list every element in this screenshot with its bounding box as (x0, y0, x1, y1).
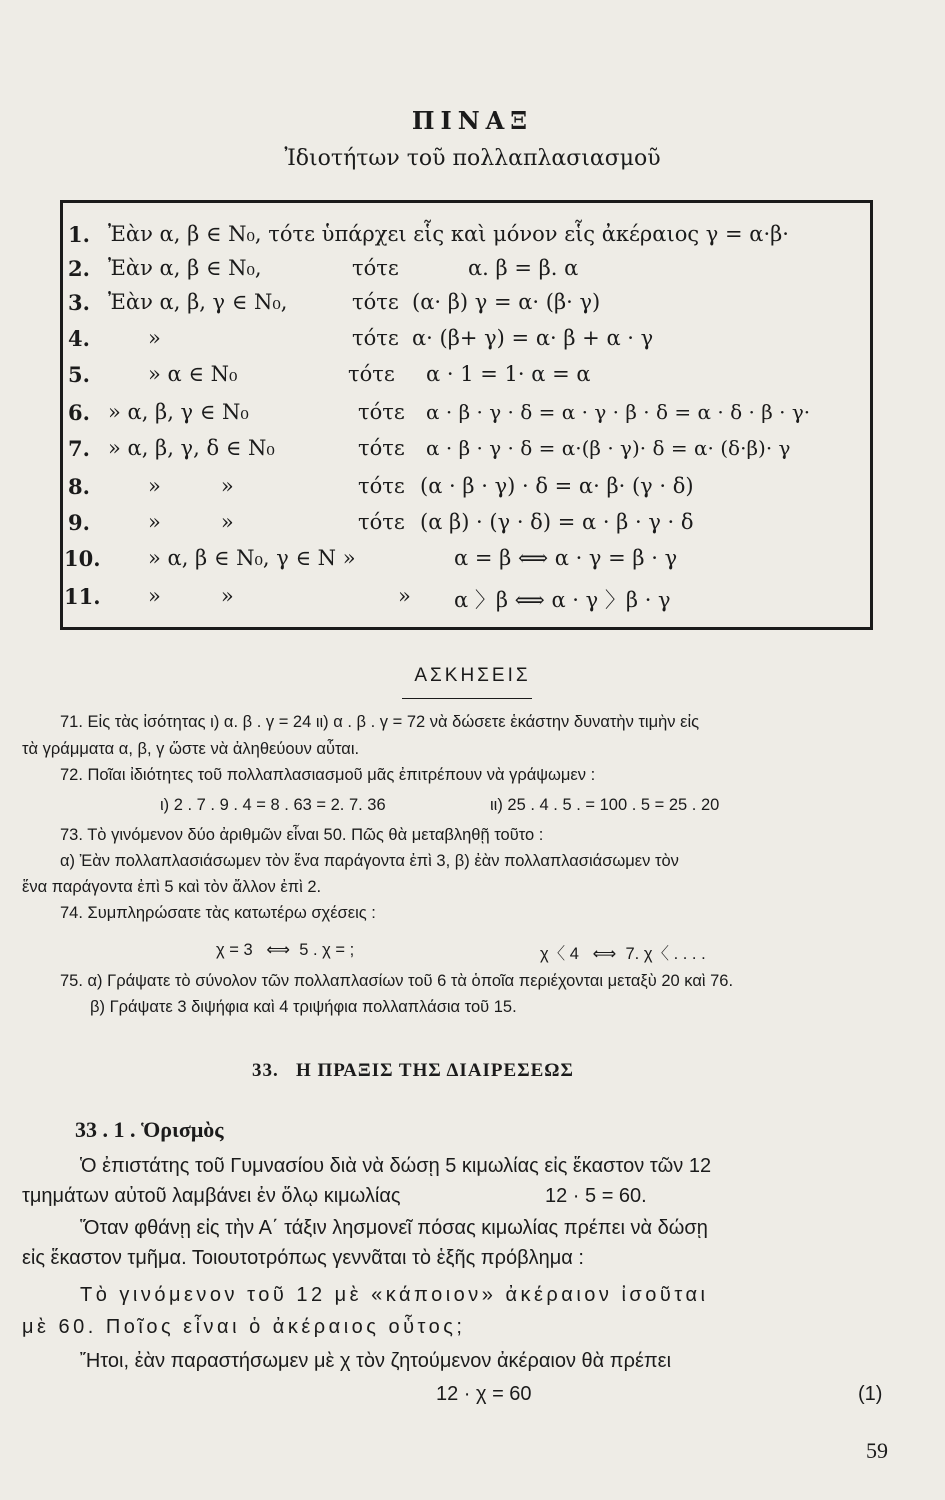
row-condition: » (148, 326, 161, 350)
exercise-72-ii: ιι) 25 . 4 . 5 . = 100 . 5 = 25 . 20 (490, 796, 720, 814)
paragraph-3: Τὸ γινόμενον τοῦ 12 μὲ «κάποιον» ἀκέραιον ἰσοῦται (80, 1284, 709, 1306)
heading-rule (402, 698, 532, 699)
exercise-74: 74. Συμπληρώσατε τὰς κατωτέρω σχέσεις : (60, 904, 376, 922)
exercise-75: 75. α) Γράψατε τὸ σύνολον τῶν πολλαπλασίων τοῦ 6 τὰ ὁποῖα περιέχονται μεταξὺ 20 καὶ 76. (60, 972, 734, 990)
row-number: 4. (68, 326, 90, 351)
exercise-71-cont: τὰ γράμματα α, β, γ ὥστε νὰ ἀληθεύουν αὗται. (22, 740, 360, 758)
row-number: 5. (68, 362, 90, 387)
row-number: 6. (68, 400, 90, 425)
page-number: 59 (866, 1438, 888, 1463)
paragraph-1-equation: 12 · 5 = 60. (545, 1185, 647, 1207)
row-expression: α · 1 = 1· α = α (426, 362, 591, 386)
row-then: τότε (348, 362, 395, 386)
row-expression: (α β) · (γ · δ) = α · β · γ · δ (420, 510, 694, 534)
row-condition: » » (148, 510, 234, 534)
row-expression: α = β ⟺ α · γ = β · γ (454, 546, 678, 570)
row-condition: Ἐὰν α, β ∈ N₀, τότε ὑπάρχει εἷς καὶ μόνον εἷς ἀκέραιος γ = α·β· (108, 222, 789, 246)
row-then: τότε (352, 326, 399, 350)
row-expression: (α· β) γ = α· (β· γ) (412, 290, 601, 314)
row-condition: » » (148, 584, 234, 608)
table-title: ΠΙΝΑΞ (411, 106, 534, 135)
row-expression: (α · β · γ) · δ = α· β· (γ · δ) (420, 474, 694, 498)
row-number: 7. (68, 436, 90, 461)
row-number: 1. (68, 222, 90, 247)
row-expression: α · β · γ · δ = α·(β · γ)· δ = α· (δ·β)· γ (426, 436, 791, 460)
paragraph-2-cont: εἰς ἕκαστον τμῆμα. Τοιουτοτρόπως γεννᾶται τὸ ἑξῆς πρόβλημα : (22, 1247, 584, 1269)
exercise-73-cont: ἕνα παράγοντα ἐπὶ 5 καὶ τὸν ἄλλον ἐπὶ 2. (22, 878, 322, 896)
row-expression: α · β · γ · δ = α · γ · β · δ = α · δ · β · γ· (426, 400, 811, 424)
row-number: 10. (64, 546, 101, 571)
row-number: 2. (68, 256, 90, 281)
row-condition: » α, β, γ ∈ N₀ (108, 400, 249, 424)
section-title: 33. Η ΠΡΑΞΙΣ ΤΗΣ ΔΙΑΙΡΕΣΕΩΣ (252, 1060, 574, 1081)
row-then: τότε (352, 290, 399, 314)
row-condition: » α ∈ N₀ (148, 362, 238, 386)
row-expression: α 〉β ⟺ α · γ 〉β · γ (454, 588, 671, 612)
row-expression: α· (β+ γ) = α· β + α · γ (412, 326, 654, 350)
exercise-74-a: χ = 3 ⟺ 5 . χ = ; (216, 941, 355, 959)
row-then: » (398, 584, 411, 608)
row-condition: Ἐὰν α, β ∈ N₀, (108, 256, 262, 280)
row-then: τότε (352, 256, 399, 280)
exercise-72: 72. Ποῖαι ἰδιότητες τοῦ πολλαπλασιασμοῦ μᾶς ἐπιτρέπουν νὰ γράψωμεν : (60, 766, 596, 784)
exercises-heading: ΑΣΚΗΣΕΙΣ (414, 665, 531, 686)
exercise-71: 71. Εἰς τὰς ἰσότητας ι) α. β . γ = 24 ιι) α . β . γ = 72 νὰ δώσετε ἑκάστην δυνατὴν τιμὴν εἰς (60, 713, 700, 731)
row-condition: Ἐὰν α, β, γ ∈ N₀, (108, 290, 288, 314)
row-number: 8. (68, 474, 90, 499)
row-then: τότε (358, 400, 405, 424)
row-condition: » α, β, γ, δ ∈ N₀ (108, 436, 275, 460)
row-condition: » » (148, 474, 234, 498)
subsection-title: 33 . 1 . Ὁρισμὸς (75, 1117, 224, 1142)
paragraph-1-cont: τμημάτων αὐτοῦ λαμβάνει ἐν ὅλῳ κιμωλίας (22, 1185, 401, 1207)
exercise-75-b: β) Γράψατε 3 διψήφια καὶ 4 τριψήφια πολλαπλάσια τοῦ 15. (90, 998, 517, 1016)
row-number: 3. (68, 290, 90, 315)
exercise-73-a: α) Ἐὰν πολλαπλασιάσωμεν τὸν ἕνα παράγοντα ἐπὶ 3, β) ἐὰν πολλαπλασιάσωμεν τὸν (60, 852, 679, 870)
row-expression: α. β = β. α (468, 256, 579, 280)
paragraph-2: Ὅταν φθάνῃ εἰς τὴν Α΄ τάξιν λησμονεῖ πόσας κιμωλίας πρέπει νὰ δώσῃ (80, 1217, 708, 1239)
row-number: 9. (68, 510, 90, 535)
exercise-73: 73. Τὸ γινόμενον δύο ἀριθμῶν εἶναι 50. Πῶς θὰ μεταβληθῇ τοῦτο : (60, 826, 544, 844)
row-number: 11. (64, 584, 101, 609)
equation-number: (1) (858, 1383, 883, 1405)
table-subtitle: Ἰδιοτήτων τοῦ πολλαπλασιασμοῦ (284, 146, 661, 171)
paragraph-1: Ὁ ἐπιστάτης τοῦ Γυμνασίου διὰ νὰ δώσῃ 5 κιμωλίας εἰς ἕκαστον τῶν 12 (80, 1155, 712, 1177)
exercise-72-i: ι) 2 . 7 . 9 . 4 = 8 . 63 = 2. 7. 36 (160, 796, 386, 814)
paragraph-3-cont: μὲ 60. Ποῖος εἶναι ὁ ἀκέραιος οὗτος; (22, 1316, 466, 1338)
exercise-74-b: χ〈 4 ⟺ 7. χ〈 . . . . (540, 945, 706, 963)
equation-1: 12 · χ = 60 (436, 1383, 532, 1405)
paragraph-4: Ἤτοι, ἐὰν παραστήσωμεν μὲ χ τὸν ζητούμενον ἀκέραιον θὰ πρέπει (80, 1350, 672, 1372)
row-condition: » α, β ∈ N₀, γ ∈ N » (148, 546, 356, 570)
row-then: τότε (358, 474, 405, 498)
row-then: τότε (358, 436, 405, 460)
row-then: τότε (358, 510, 405, 534)
